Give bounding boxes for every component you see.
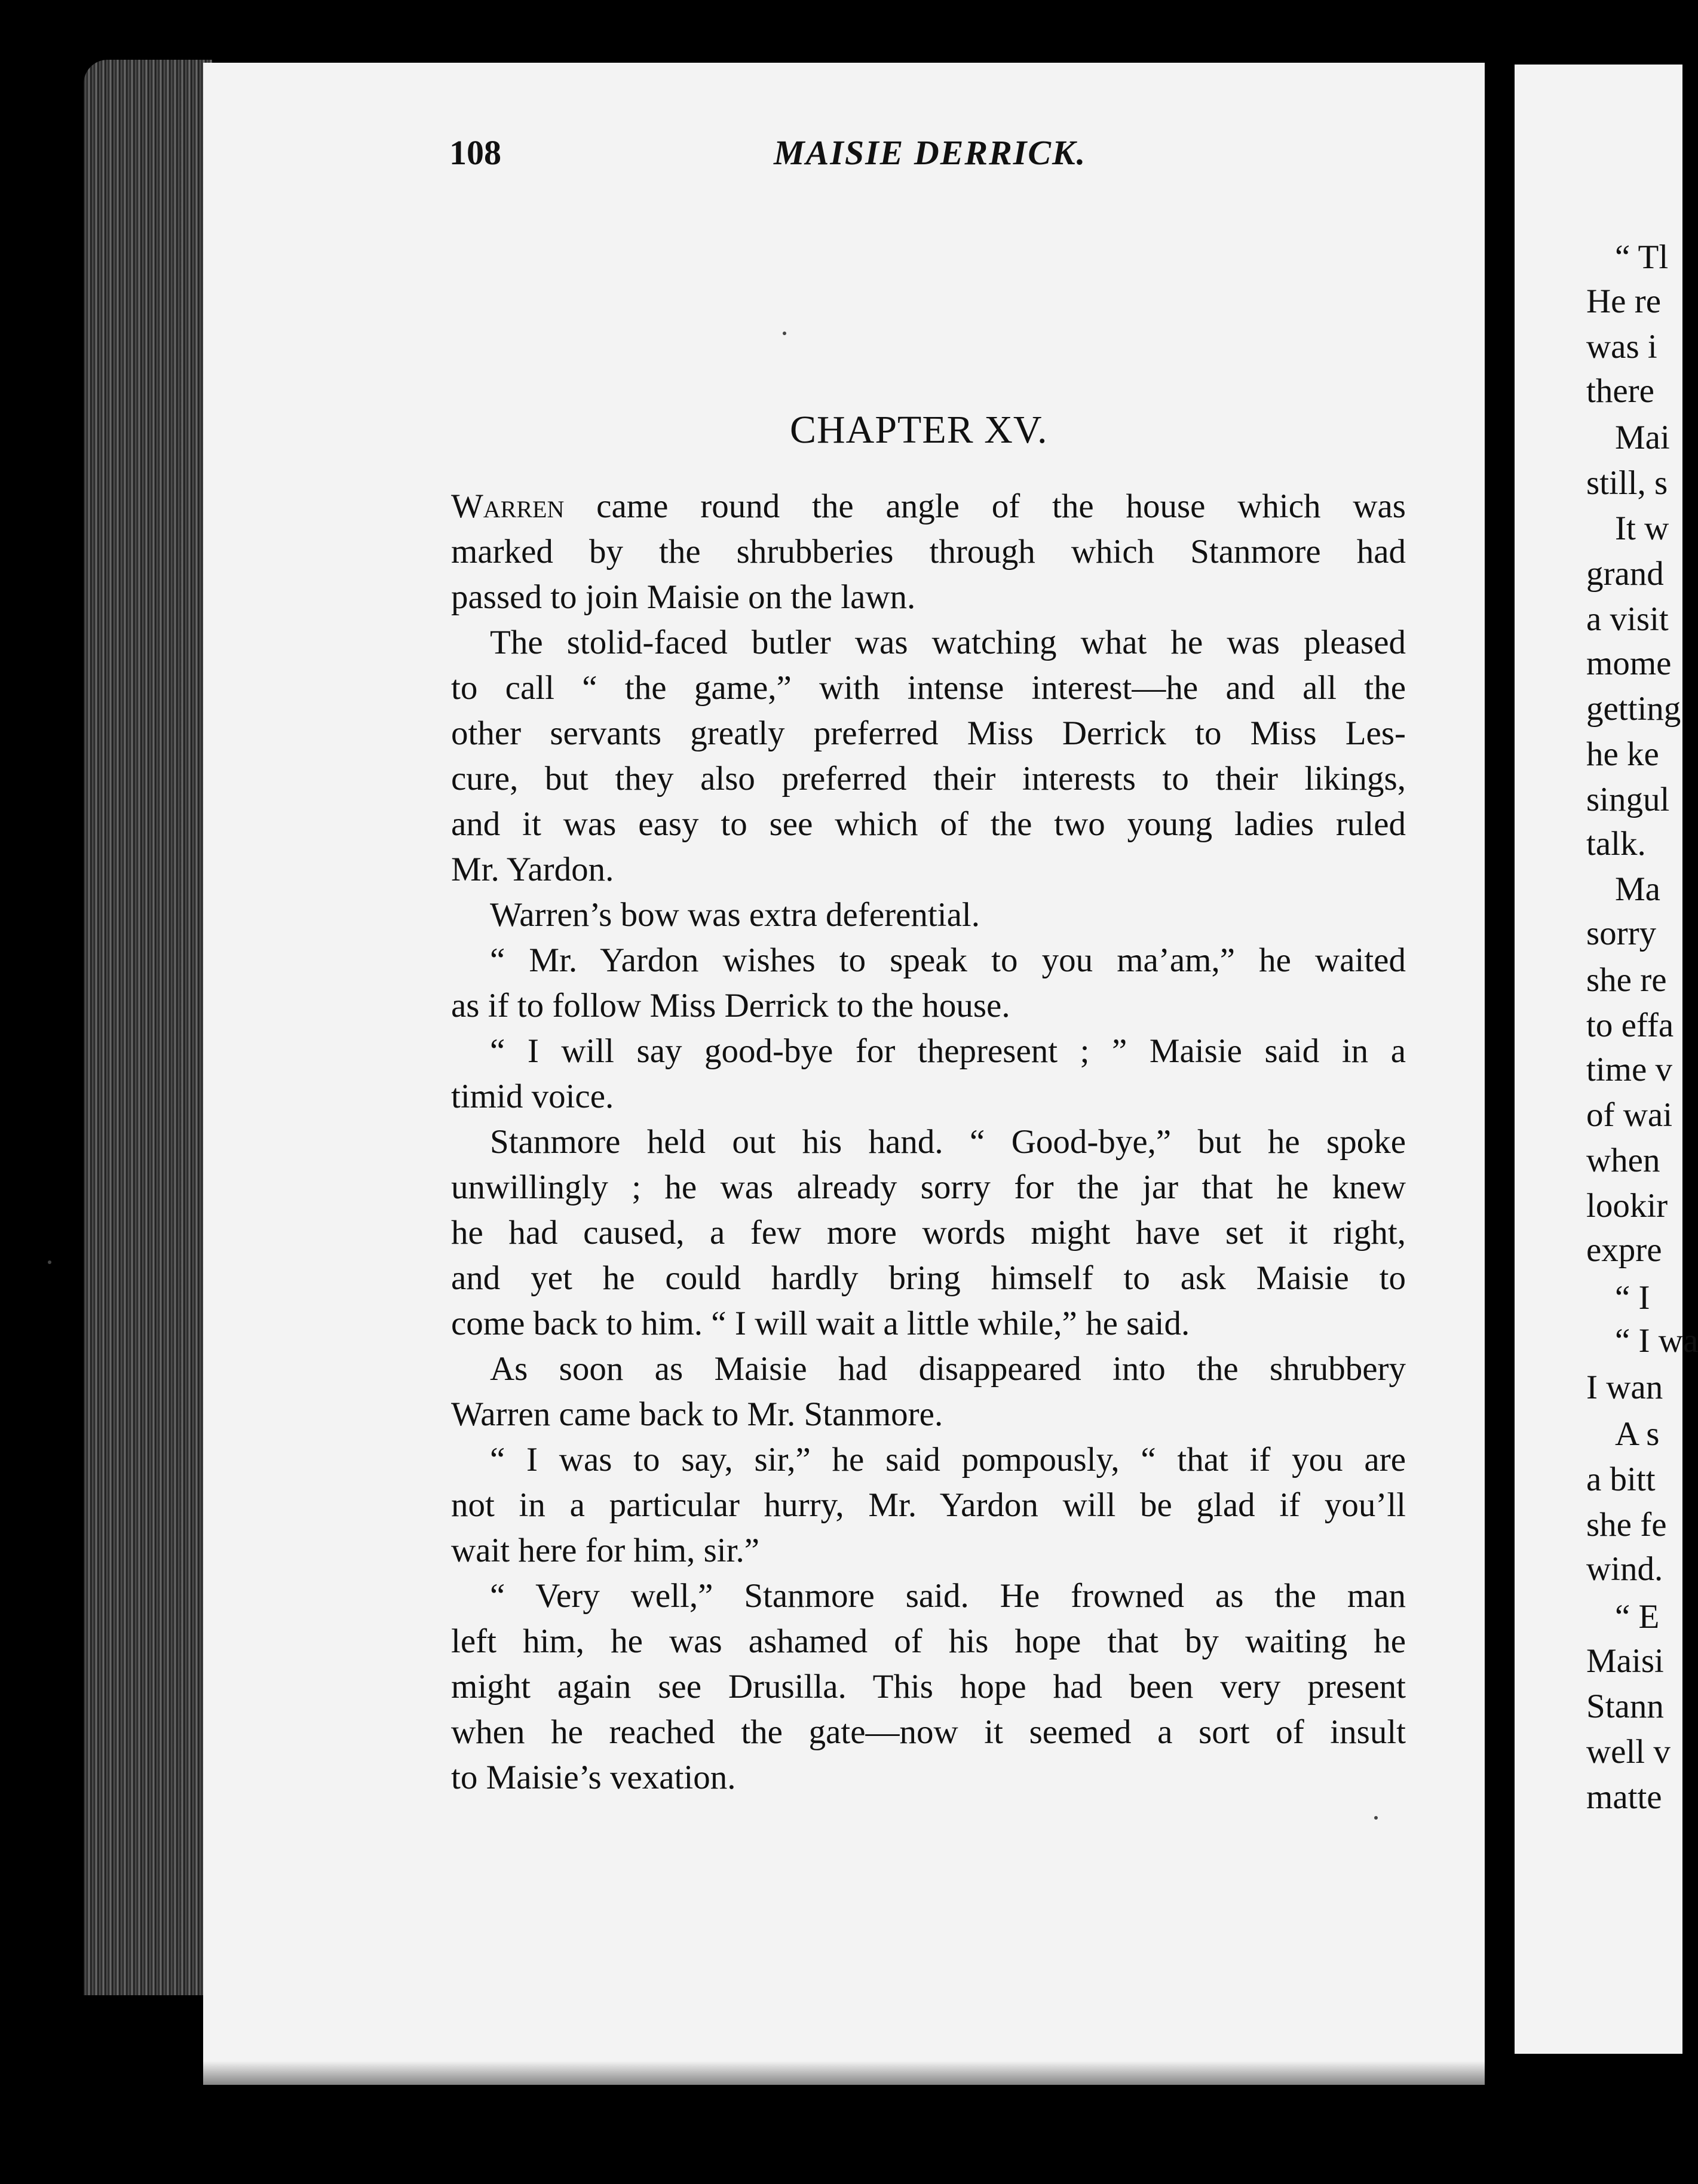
right-page-fragment: well v [1586, 1733, 1671, 1771]
text-line-content: Stanmore held out his hand. “ Good-bye,” but he spoke [490, 1123, 1406, 1161]
right-page-fragment: mome [1586, 645, 1672, 682]
right-page-fragment: Stann [1586, 1688, 1664, 1725]
small-caps-word: Warren [451, 487, 565, 525]
text-line [451, 1664, 1406, 1710]
text-line-content: “ Very well,” Stanmore said. He frowned as the man [490, 1577, 1406, 1615]
text-line [451, 892, 1406, 938]
right-page-fragment: matte [1586, 1778, 1662, 1816]
text-line [451, 620, 1406, 665]
right-page-fragment: lookir [1586, 1187, 1668, 1225]
text-line [451, 665, 1406, 711]
text-line [451, 1437, 1406, 1483]
paper-speck [783, 332, 786, 335]
text-line-content: came round the angle of the house which was [564, 487, 1406, 525]
right-page-fragment: to effa [1586, 1007, 1674, 1044]
text-line [451, 484, 1406, 529]
text-line [451, 1301, 1406, 1346]
text-line [451, 1210, 1406, 1256]
right-page-fragment: expre [1586, 1231, 1662, 1269]
text-line-content: other servants greatly preferred Miss Derrick to Miss Les- [451, 714, 1406, 752]
right-page-fragment: she re [1586, 961, 1667, 999]
text-line-content: Mr. Yardon. [451, 851, 614, 888]
book-page-edges [84, 60, 212, 1995]
text-line-content: unwillingly ; he was already sorry for the jar that he knew [451, 1168, 1406, 1206]
text-line [451, 1392, 1406, 1437]
page-bottom-shadow [203, 2061, 1485, 2085]
right-page-fragment: he ke [1586, 735, 1659, 773]
text-line [451, 711, 1406, 756]
running-title: MAISIE DERRICK. [774, 133, 1087, 172]
text-line-content: passed to join Maisie on the lawn. [451, 578, 916, 616]
text-line-content: to Maisie’s vexation. [451, 1759, 736, 1796]
text-line-content: The stolid-faced butler was watching what he was pleased [490, 624, 1406, 661]
text-line-content: “ I was to say, sir,” he said pompously, “ that if you are [490, 1441, 1406, 1479]
text-line-content: might again see Drusilla. This hope had been very present [451, 1668, 1406, 1706]
text-line [451, 983, 1406, 1029]
text-line-content: and it was easy to see which of the two young ladies ruled [451, 805, 1406, 843]
right-page-fragment: I wan [1586, 1369, 1663, 1406]
right-page-fragment: of wai [1586, 1096, 1673, 1134]
text-line [451, 1573, 1406, 1619]
paper-speck [1374, 1816, 1378, 1820]
body-text [451, 484, 1406, 1800]
right-page-fragment: a bitt [1586, 1461, 1656, 1498]
text-line-content: Warren’s bow was extra deferential. [490, 896, 980, 934]
text-line [451, 1483, 1406, 1528]
text-line [451, 529, 1406, 575]
page-number: 108 [449, 133, 501, 172]
text-line [451, 1074, 1406, 1119]
text-line-content: As soon as Maisie had disappeared into the shrubbery [490, 1350, 1406, 1388]
paper-speck [48, 1260, 51, 1264]
text-line [451, 1346, 1406, 1392]
right-page-fragment: wind. [1586, 1550, 1663, 1588]
right-page-fragment: sorry [1586, 915, 1657, 952]
right-page-fragment: It w [1615, 510, 1669, 547]
text-line-content: to call “ the game,” with intense interest—he and all the [451, 669, 1406, 707]
right-page-fragment: a visit [1586, 600, 1669, 638]
text-line-content: “ I will say good-bye for thepresent ; ” Maisie said in a [490, 1032, 1406, 1070]
text-line-content: and yet he could hardly bring himself to ask Maisie to [451, 1259, 1406, 1297]
right-page-fragment: He re [1586, 283, 1661, 320]
text-line-content: not in a particular hurry, Mr. Yardon will be glad if you’ll [451, 1486, 1406, 1524]
right-page-fragment: A s [1615, 1415, 1660, 1453]
text-line [451, 756, 1406, 802]
right-page-fragment: when [1586, 1142, 1660, 1179]
text-line-content: when he reached the gate—now it seemed a sort of insult [451, 1713, 1406, 1751]
right-page-fragment: still, s [1586, 464, 1668, 502]
right-page-fragment: “ I [1615, 1279, 1650, 1317]
text-line-content: come back to him. “ I will wait a little while,” he said. [451, 1305, 1190, 1342]
right-page-fragment: “ E [1615, 1598, 1660, 1636]
right-page-fragment: talk. [1586, 825, 1646, 863]
right-page-fragment: grand [1586, 555, 1664, 593]
text-line [451, 1755, 1406, 1800]
text-line [451, 847, 1406, 892]
text-line [451, 1528, 1406, 1573]
text-line [451, 938, 1406, 983]
right-page-fragment: she fe [1586, 1506, 1667, 1544]
text-line-content: left him, he was ashamed of his hope that by waiting he [451, 1622, 1406, 1660]
text-line [451, 1119, 1406, 1165]
text-line-content: timid voice. [451, 1078, 614, 1115]
right-page-fragment: singul [1586, 781, 1670, 818]
right-page-fragment: Ma [1615, 870, 1660, 908]
right-page-fragment: “ Tl [1615, 238, 1669, 276]
text-line-content: wait here for him, sir.” [451, 1532, 760, 1569]
text-line [451, 1165, 1406, 1210]
text-line-content: as if to follow Miss Derrick to the house. [451, 987, 1010, 1024]
text-line-content: he had caused, a few more words might have set it right, [451, 1214, 1406, 1251]
right-page-fragment: was i [1586, 328, 1657, 366]
right-page-fragment: “ I wa [1615, 1322, 1698, 1360]
right-page-fragment: Mai [1615, 419, 1670, 456]
text-line [451, 1619, 1406, 1664]
text-line-content: Warren came back to Mr. Stanmore. [451, 1395, 943, 1433]
text-line [451, 1710, 1406, 1755]
book-gutter [1485, 0, 1515, 2184]
text-line-content: “ Mr. Yardon wishes to speak to you ma’am,” he waited [490, 941, 1406, 979]
right-page-fragment: time v [1586, 1051, 1673, 1088]
text-line [451, 1256, 1406, 1301]
right-page-fragment: Maisi [1586, 1642, 1664, 1680]
text-line [451, 802, 1406, 847]
text-line-content: cure, but they also preferred their interests to their likings, [451, 760, 1406, 797]
right-page-fragment: getting [1586, 690, 1681, 728]
text-line [451, 575, 1406, 620]
chapter-heading: CHAPTER XV. [790, 408, 1048, 452]
text-line [451, 1029, 1406, 1074]
text-line-content: marked by the shrubberies through which Stanmore had [451, 533, 1406, 570]
right-page-fragment: there [1586, 372, 1654, 410]
